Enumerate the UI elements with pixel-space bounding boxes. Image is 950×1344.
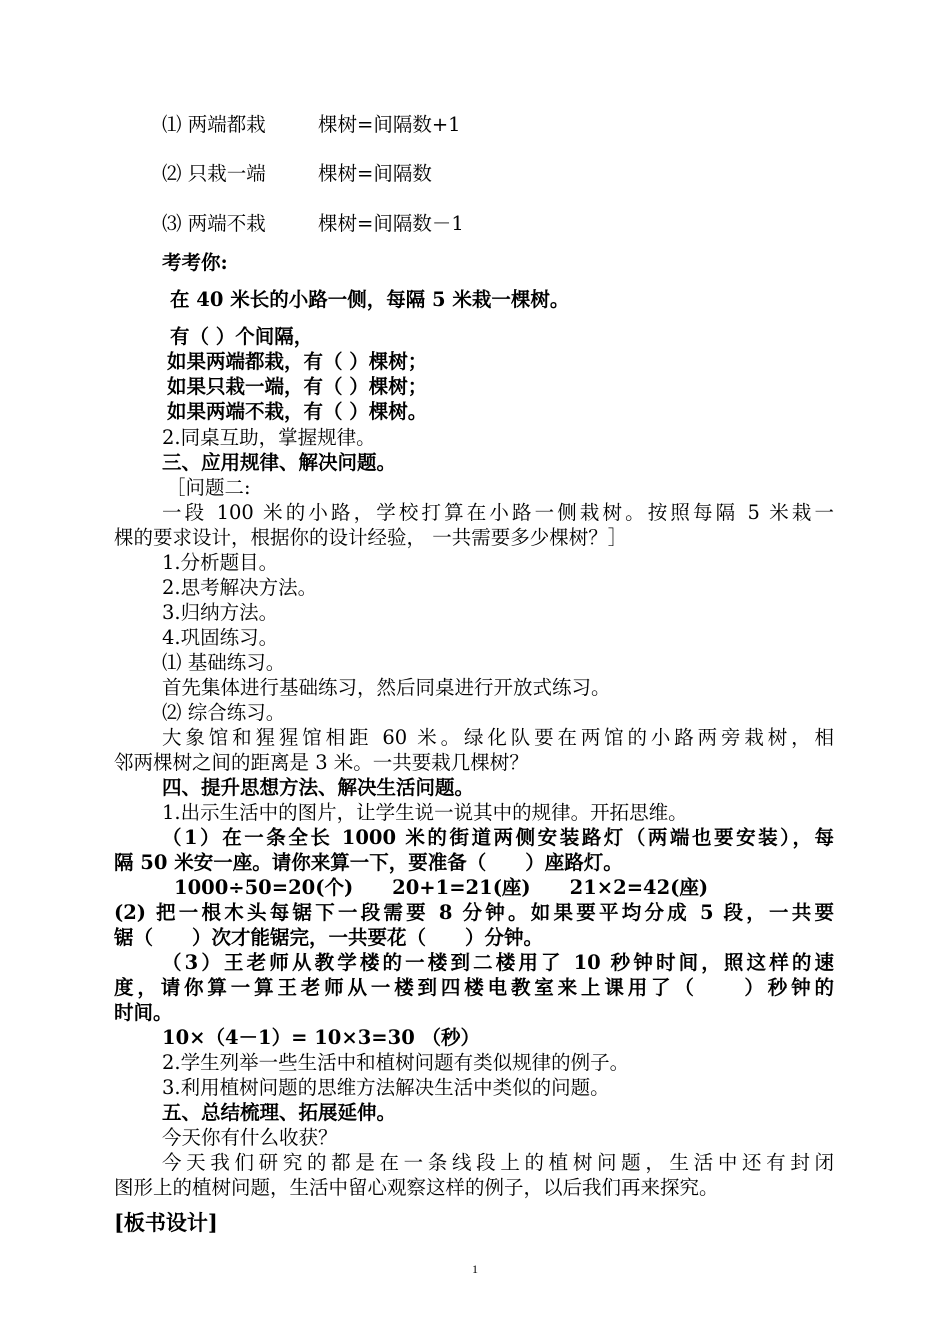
page-number: 1 [472,1262,478,1276]
body-line: 隔 50 米安一座。请你来算一下，要准备（ ）座路灯。 [114,851,623,874]
body-line: 锯（ ）次才能锯完，一共要花（ ）分钟。 [114,926,544,949]
quiz-question: 在 40 米长的小路一侧，每隔 5 米栽一棵树。 [170,288,570,311]
body-line: 一段 100 米的小路，学校打算在小路一侧栽树。按照每隔 5 米栽一 [162,501,834,524]
body-line: 今天我们研究的都是在一条线段上的植树问题，生活中还有封闭 [162,1151,834,1174]
section-heading-5: 五、总结梳理、拓展延伸。 [162,1101,397,1124]
calculation-line: 10×（4－1）= 10×3=30 （秒） [162,1026,481,1049]
section-heading-4: 四、提升思想方法、解决生活问题。 [162,776,475,799]
body-line: ⑴ 基础练习。 [162,651,286,674]
body-line: 4.巩固练习。 [162,626,279,649]
quiz-title: 考考你: [162,251,228,274]
quiz-item-2: 如果两端都栽，有（ ）棵树； [167,350,428,373]
formula-3: 棵树=间隔数－1 [318,212,464,235]
board-design-heading: [板书设计] [114,1210,218,1235]
body-line: 时间。 [114,1001,173,1024]
body-line: 今天你有什么收获？ [162,1126,338,1149]
formula-case-2: ⑵ 只栽一端 [162,162,266,185]
quiz-item-4: 如果两端不栽，有（ ）棵树。 [167,400,428,423]
body-line: 首先集体进行基础练习，然后同桌进行开放式练习。 [162,676,611,699]
quiz-item-1: 有（ ）个间隔， [170,325,314,348]
section-heading-3: 三、应用规律、解决问题。 [162,451,397,474]
quiz-item-3: 如果只栽一端，有（ ）棵树； [167,375,428,398]
formula-case-1: ⑴ 两端都栽 [162,113,266,136]
body-line: 大象馆和猩猩馆相距 60 米。绿化队要在两馆的小路两旁栽树，相 [162,726,834,749]
body-line: ［问题二: [166,476,251,499]
body-line: 3.利用植树问题的思维方法解决生活中类似的问题。 [162,1076,610,1099]
body-line: （1）在一条全长 1000 米的街道两侧安装路灯（两端也要安装），每 [162,826,834,849]
body-line: 棵的要求设计，根据你的设计经验， 一共需要多少棵树？］ [114,526,628,549]
formula-1: 棵树=间隔数+1 [318,113,461,136]
calculation-line: 1000÷50=20(个) 20+1=21(座) 21×2=42(座) [174,876,709,899]
body-line: 1.分析题目。 [162,551,279,574]
body-line: （3）王老师从教学楼的一楼到二楼用了 10 秒钟时间，照这样的速 [162,951,834,974]
body-line: 2.同桌互助，掌握规律。 [162,426,376,449]
body-line: 度，请你算一算王老师从一楼到四楼电教室来上课用了（ ）秒钟的 [114,976,834,999]
body-line: (2) 把一根木头每锯下一段需要 8 分钟。如果要平均分成 5 段，一共要 [114,901,834,924]
body-line: 3.归纳方法。 [162,601,279,624]
formula-case-3: ⑶ 两端不栽 [162,212,266,235]
body-line: 2.学生列举一些生活中和植树问题有类似规律的例子。 [162,1051,630,1074]
body-line: 1.出示生活中的图片，让学生说一说其中的规律。开拓思维。 [162,801,688,824]
body-line: 2.思考解决方法。 [162,576,318,599]
body-line: ⑵ 综合练习。 [162,701,286,724]
formula-2: 棵树=间隔数 [318,162,432,185]
body-line: 图形上的植树问题，生活中留心观察这样的例子，以后我们再来探究。 [114,1176,719,1199]
body-line: 邻两棵树之间的距离是 3 米。一共要栽几棵树？ [114,751,529,774]
